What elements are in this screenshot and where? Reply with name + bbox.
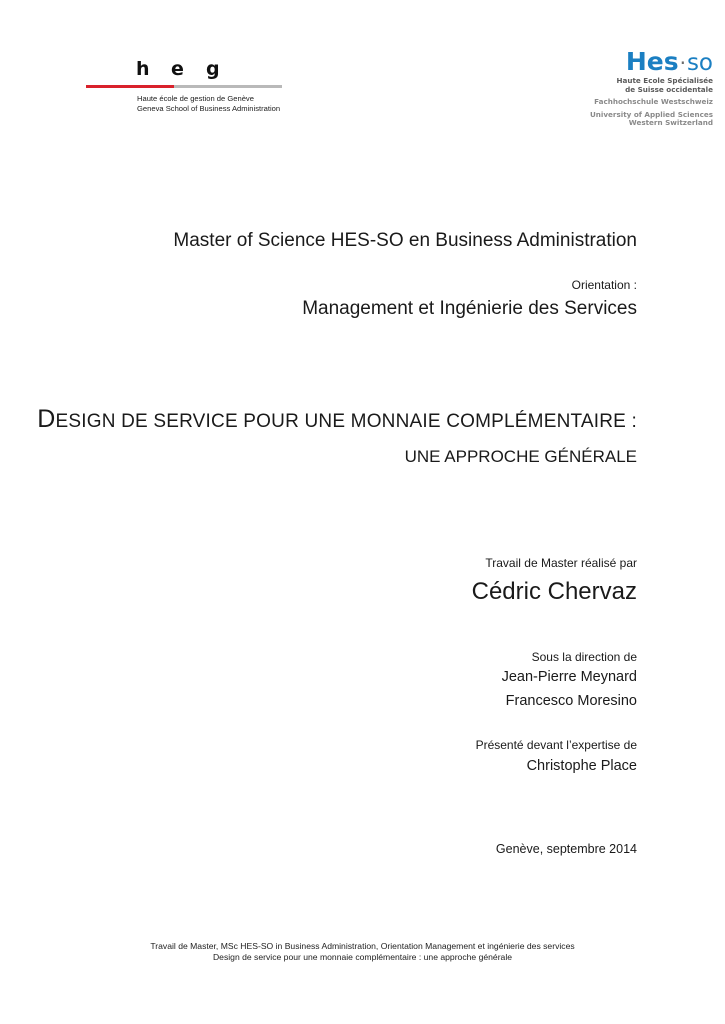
- hesso-mark-dot: ·: [679, 51, 686, 75]
- heg-subtitle-fr: Haute école de gestion de Genève: [137, 94, 254, 103]
- footer-line-1: Travail de Master, MSc HES-SO in Business Administration, Orientation Management et ingénierie des services: [150, 941, 575, 951]
- thesis-title-line1-rest: ESIGN DE SERVICE POUR UNE MONNAIE COMPLÉMENTAIRE :: [55, 411, 637, 432]
- place-date: Genève, septembre 2014: [495, 842, 637, 856]
- hesso-mark-hes: Hes: [625, 47, 679, 76]
- hesso-logo: [573, 48, 713, 128]
- heg-color-bar: [86, 85, 282, 88]
- hesso-mark-so: so: [686, 50, 713, 76]
- hesso-line-2: de Suisse occidentale: [625, 84, 713, 94]
- director-1: Jean-Pierre Meynard: [501, 669, 637, 685]
- heg-logo: [86, 58, 316, 118]
- director-2: Francesco Moresino: [505, 693, 637, 709]
- hesso-line-3: Fachhochschule Westschweiz: [594, 97, 713, 107]
- heg-letter-h: h: [136, 58, 150, 80]
- program-title: Master of Science HES-SO en Business Administration: [173, 230, 637, 251]
- heg-letters: [136, 58, 241, 80]
- hesso-line-1: Haute Ecole Spécialisée: [616, 76, 713, 85]
- orientation-label: Orientation :: [571, 278, 637, 292]
- author-label: Travail de Master réalisé par: [485, 556, 637, 570]
- hesso-line-4: University of Applied Sciences: [589, 109, 713, 119]
- heg-grey-bar: [174, 85, 282, 88]
- footer-line-2: Design de service pour une monnaie complémentaire : une approche générale: [212, 952, 513, 962]
- direction-label: Sous la direction de: [531, 650, 637, 664]
- expert-name: Christophe Place: [526, 758, 637, 774]
- heg-subtitle-en: Geneva School of Business Administration: [137, 103, 281, 113]
- hesso-wordmark: [573, 48, 713, 77]
- expert-label: Présenté devant l’expertise de: [475, 738, 637, 752]
- heg-red-bar: [86, 85, 174, 88]
- thesis-title-line2: UNE APPROCHE GÉNÉRALE: [404, 447, 637, 466]
- heg-subtitle: [137, 94, 280, 113]
- hesso-line-5: Western Switzerland: [628, 118, 713, 128]
- heg-letter-e: e: [171, 58, 184, 80]
- heg-letter-g: g: [206, 58, 220, 80]
- thesis-title-line1: [37, 405, 637, 434]
- thesis-title-initial: D: [37, 405, 56, 433]
- orientation-name: Management et Ingénierie des Services: [302, 298, 637, 319]
- author-name: Cédric Chervaz: [471, 578, 637, 605]
